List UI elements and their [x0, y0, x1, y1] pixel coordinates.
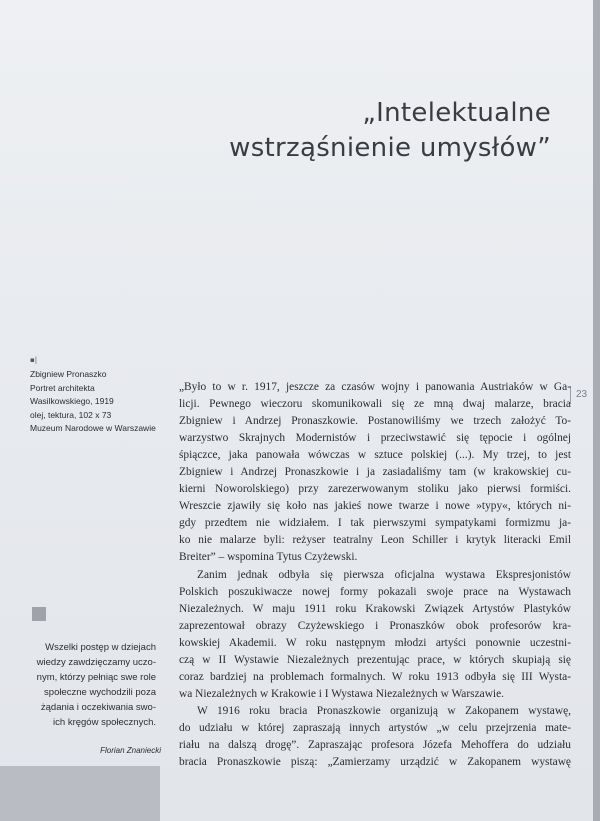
chapter-title: [229, 96, 551, 166]
text-line: licji. Pewnego wieczoru skomunikowali się ze mną dwaj malarze, bracia: [179, 398, 571, 411]
text-line: do udziału w której zapraszają innych artystów „w celu przejrzenia mate-: [179, 721, 571, 734]
page-edge: [593, 0, 600, 821]
text-line: ko nie malarze byli: reżyser teatralny Leon Schiller i krytyk literacki Emil: [179, 534, 571, 547]
caption-line: Zbigniew Pronaszko: [30, 369, 107, 379]
text-line: gdy przedtem nie widziałem. I tak pierwszymi sympatykami formizmu ja-: [179, 517, 571, 530]
chapter-title-line-2: wstrząśnienie umysłów”: [229, 133, 551, 163]
text-line: czą w II Wystawie Niezależnych prezentując prace, w których skupiają się: [179, 653, 571, 666]
text-line: bracia Pronaszkowie piszą: „Zamierzamy urządzić w Zakopanem wystawę: [179, 756, 571, 769]
text-line: śpiączce, jaka panowała wówczas w sztuce polskiej (...). My trzej, to jest: [179, 449, 571, 462]
caption-line: olej, tektura, 102 x 73: [30, 409, 112, 420]
caption-line: Muzeum Narodowe w Warszawie: [30, 423, 156, 433]
text-line: Niezależnych. W maju 1911 roku Krakowski Związek Artystów Plastyków: [179, 602, 571, 615]
page-number: 23: [576, 389, 588, 400]
quote-line: ich kręgów społecznych.: [53, 717, 156, 728]
text-line: riału na dalszą drogę”. Zapraszając profesora Józefa Mehoffera do udziału: [179, 738, 571, 751]
decorative-band: [0, 766, 160, 821]
quote-line: społeczne wychodzili poza: [44, 687, 156, 698]
text-line: W 1916 roku bracia Pronaszkowie organizują w Zakopanem wystawę,: [197, 704, 571, 717]
text-line: „Było to w r. 1917, jeszcze za czasów wojny i panowania Austriaków w Ga-: [179, 381, 571, 393]
body-text: [179, 379, 571, 771]
text-line: kierni Noworolskiego) przy zarezerwowanym stoliku jako pierwsi formiści.: [179, 483, 571, 496]
paragraph-3: [179, 703, 571, 771]
chapter-title-line-1: „Intelektualne: [362, 98, 551, 128]
text-line: zaprezentował obrazy Czyżewskiego i Pronaszków obok profesorów kra-: [179, 619, 571, 632]
text-line: Wreszcie zjawiły się koło nas jakieś nowe twarze i nowe »typy«, których ni-: [179, 500, 571, 513]
quote-line: żądania i oczekiwania swo-: [40, 702, 156, 713]
text-line: Zbigniew i Andrzej Pronaszkowie i ja zasiadaliśmy tam (w krakowskiej cu-: [179, 466, 571, 479]
paragraph-1: [179, 379, 571, 567]
text-line: Polskich poszukiwacze nowej formy pokazali swoje prace na Wystawach: [179, 585, 571, 598]
text-line: Zbigniew i Andrzej Pronaszkowie. Postanowiliśmy we trzech założyć To-: [179, 415, 571, 428]
text-line: Breiter” – wspomina Tytus Czyżewski.: [179, 551, 358, 564]
figure-marker: ▪|: [30, 356, 38, 364]
caption-line: Wasilkowskiego, 1919: [30, 396, 114, 406]
text-line: kowskiej Akademii. W roku następnym młodzi artyści ponownie uczestni-: [179, 636, 571, 649]
quote-line: nym, którzy pełniąc swe role: [36, 672, 156, 683]
quote-author: Florian Znaniecki: [100, 746, 161, 755]
side-quote: [31, 640, 156, 730]
text-line: Zanim jednak odbyła się pierwsza oficjalna wystawa Ekspresjonistów: [197, 568, 571, 581]
text-line: wa Niezależnych w Krakowie i I Wystawa Niezależnych w Warszawie.: [179, 687, 504, 700]
text-line: warzystwo Skrajnych Modernistów i przeciwstawić się tępocie i ogólnej: [179, 432, 571, 445]
decorative-square: [32, 607, 46, 621]
figure-caption: [30, 368, 165, 436]
caption-line: Portret architekta: [30, 382, 95, 393]
quote-line: Wszelki postęp w dziejach: [45, 642, 156, 653]
paragraph-2: [179, 567, 571, 703]
quote-line: wiedzy zawdzięczamy uczo-: [36, 657, 156, 668]
text-line: coraz bardziej na problemach formalnych. W roku 1913 odbyła się III Wysta-: [179, 670, 571, 683]
